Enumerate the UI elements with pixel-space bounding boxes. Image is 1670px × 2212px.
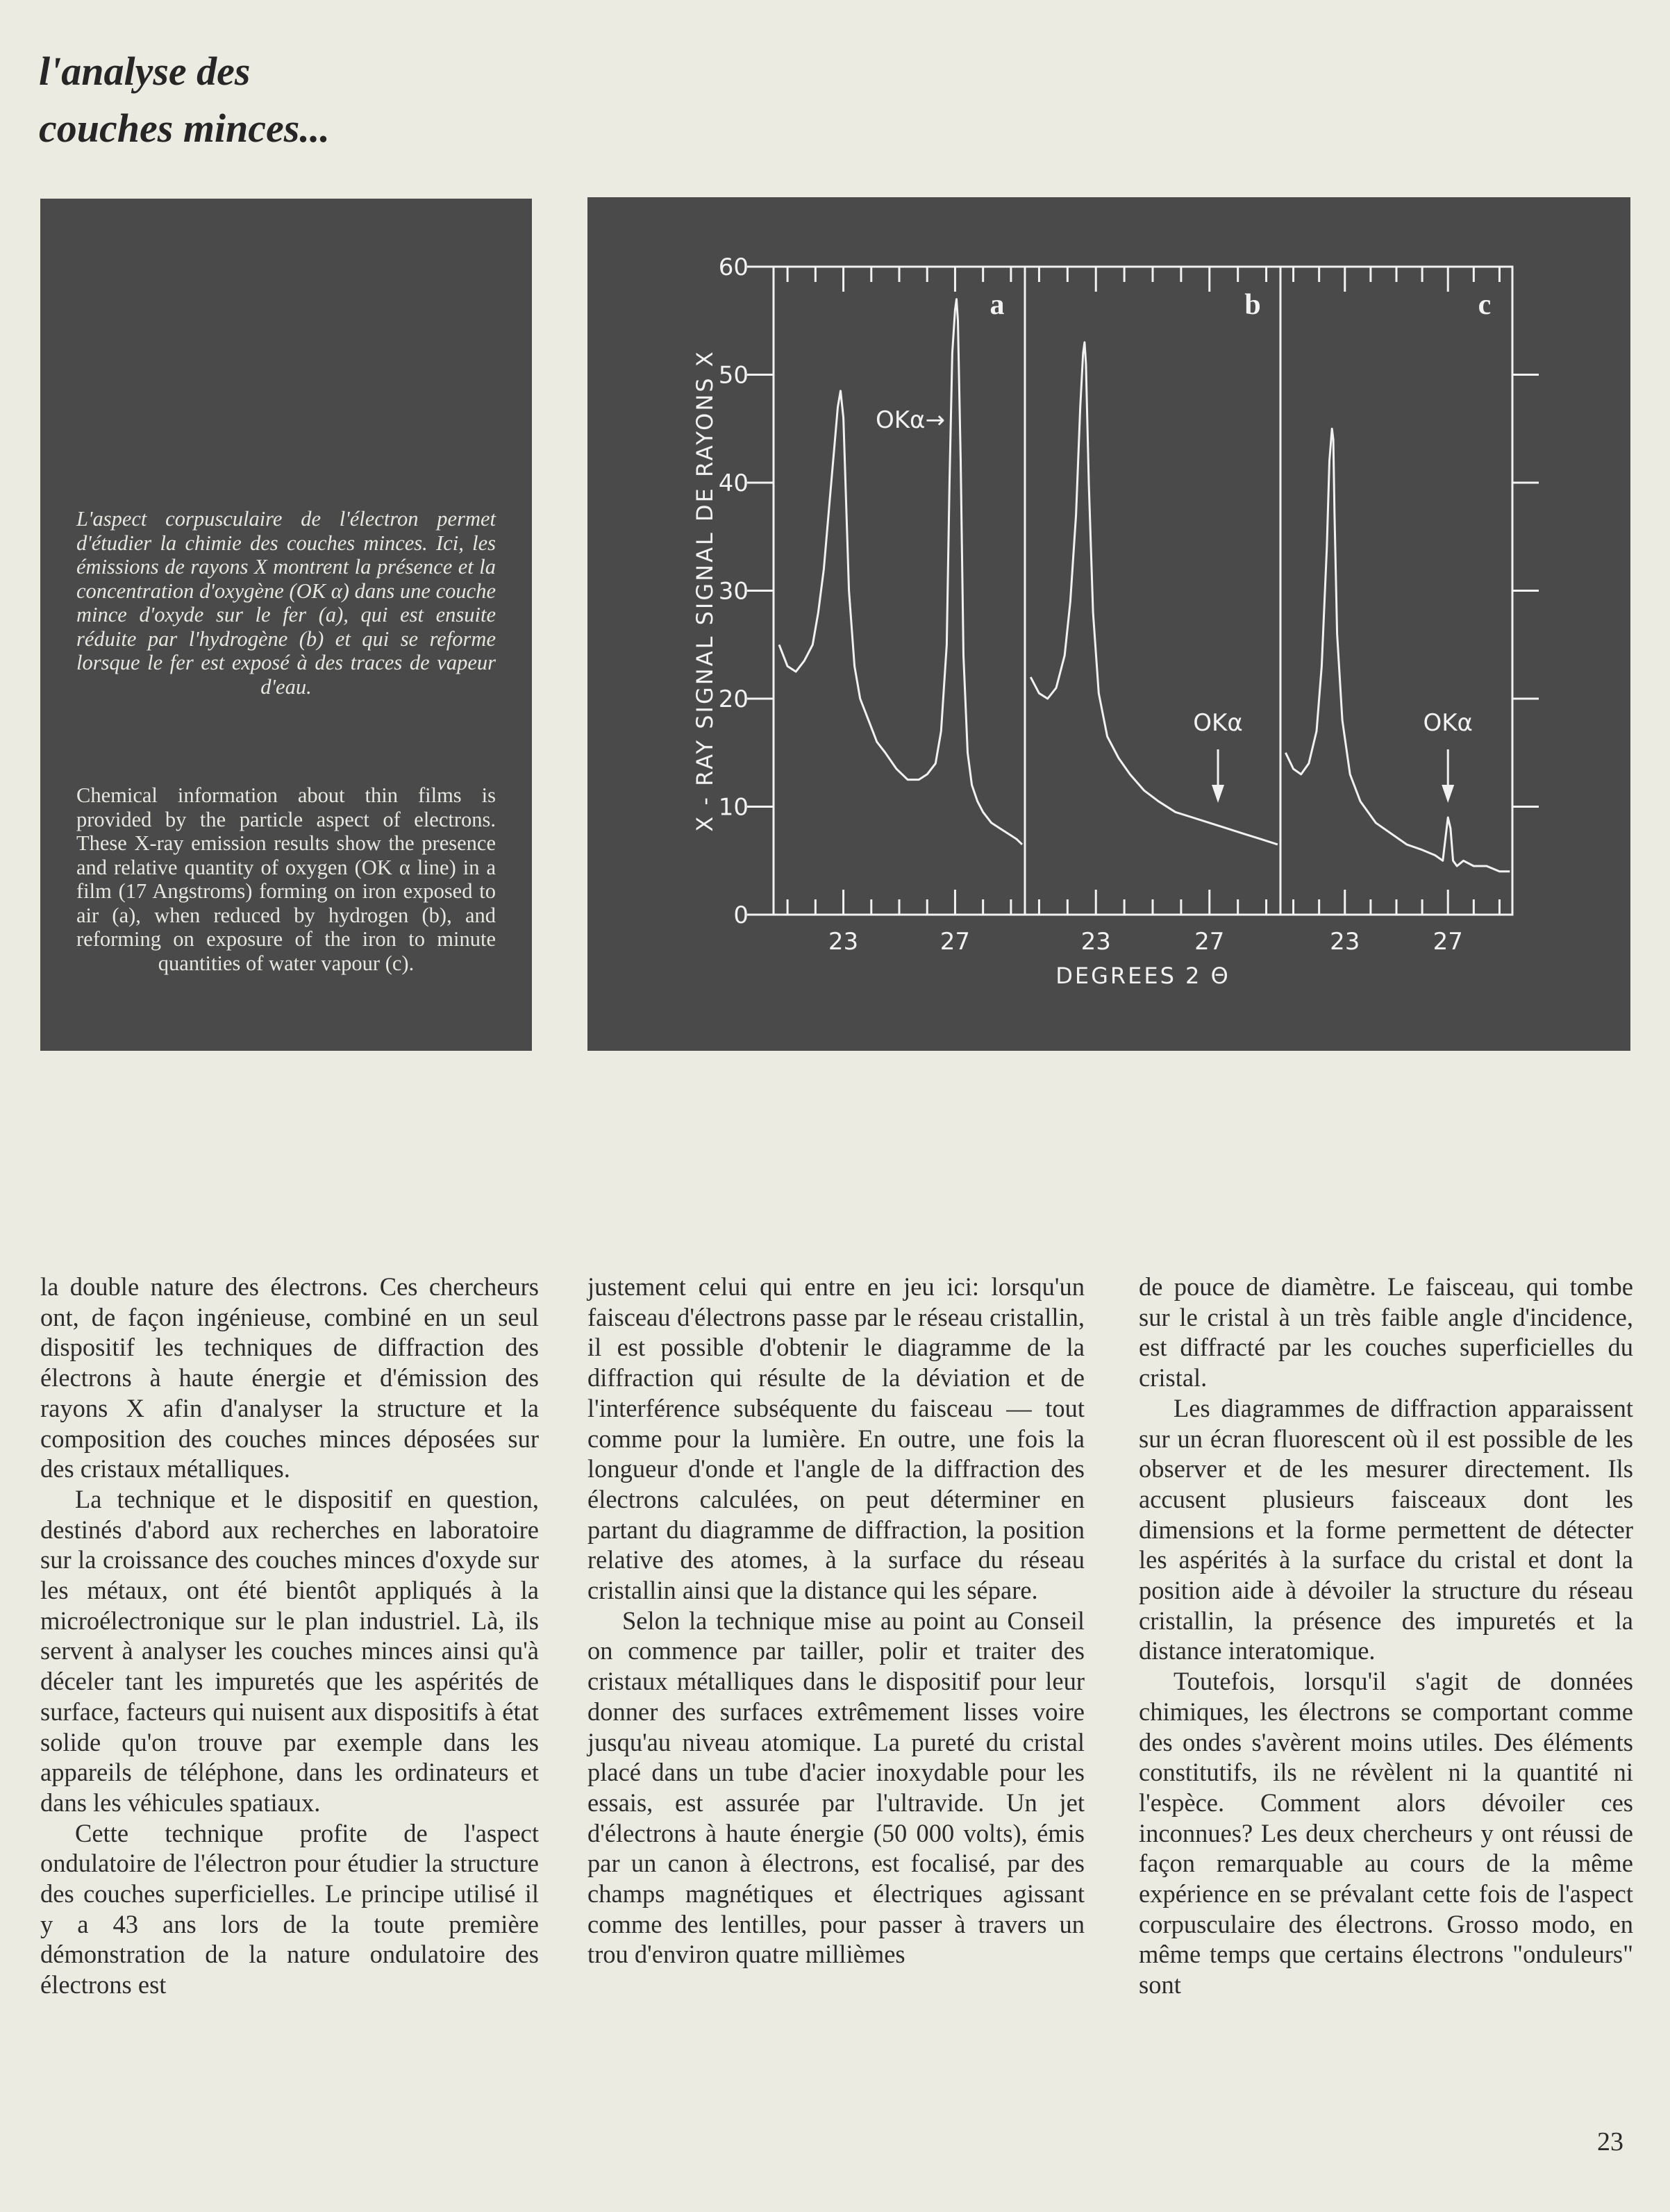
y-tick-label: 60 (718, 253, 749, 281)
caption-english: Chemical information about thin films is provided by the particle aspect of electrons. These X-ray emission results show the presence and relative quantity of oxygen (OK α line) in a film (17 Angstroms) forming on iron exposed to air (a), when reduced by hydrogen (b), and reforming on exposure of the iron to minute quantities of water vapour (c). (76, 783, 496, 975)
xray-figure (587, 197, 1630, 1051)
annotation-oka-a: OKα→ (876, 406, 945, 434)
arrow-head-c (1442, 785, 1454, 803)
y-tick-label: 20 (718, 685, 749, 713)
y-tick-label: 40 (718, 469, 749, 497)
body-column-1 (40, 1272, 539, 2000)
paragraph: Les diagrammes de diffraction apparaissent sur un écran fluorescent où il est possible de les observer et de les mesurer directement. Ils accusent plusieurs faisceaux dont les dimensions et la forme permettent de détecter les aspérités à la surface du cristal et dont la position aide à dévoiler la structure du réseau cristallin, la présence des impuretés et la distance interatomique. (1139, 1393, 1633, 1665)
y-tick-label: 30 (718, 577, 749, 606)
xray-emission-chart (587, 197, 1630, 1051)
x-tick-label: 23 (828, 928, 859, 956)
heading-line-2: couches minces... (39, 106, 330, 151)
page-number: 23 (1597, 2127, 1623, 2156)
annotation-oka-b: OKα (1193, 709, 1243, 737)
series-line-a (779, 299, 1022, 845)
body-column-2 (587, 1272, 1085, 1970)
panel-label-a: a (990, 289, 1005, 321)
paragraph: justement celui qui entre en jeu ici: lorsqu'un faisceau d'électrons passe par le réseau cristallin, il est possible d'obtenir le diagramme de la diffraction qui résulte de la déviation et de l'interférence subséquente du faisceau — tout comme pour la lumière. En outre, une fois la longueur d'onde et l'angle de la diffraction des électrons calculées, on peut déterminer en partant du diagramme de diffraction, la position relative des atomes, à la surface du réseau cristallin ainsi que la distance qui les sépare. (587, 1272, 1085, 1605)
article-heading (39, 43, 330, 157)
body-column-3 (1139, 1272, 1633, 2000)
paragraph: de pouce de diamètre. Le faisceau, qui tombe sur le cristal à un très faible angle d'incidence, est diffracté par les couches superficielles du cristal. (1139, 1272, 1633, 1392)
panel-label-b: b (1244, 289, 1261, 321)
panel-label-c: c (1478, 289, 1492, 321)
caption-french: L'aspect corpusculaire de l'électron permet d'étudier la chimie des couches minces. Ici, les émissions de rayons X montrent la présence et la concentration d'oxygène (OK α) dans une couche mince d'oxyde sur le fer (a), qui est ensuite réduite par l'hydrogène (b) et qui se reforme lorsque le fer est exposé à des traces de vapeur d'eau. (76, 507, 496, 699)
paragraph: Selon la technique mise au point au Conseil on commence par tailler, polir et traiter des cristaux métalliques dans le dispositif pour leur donner des surfaces extrêmement lisses voire jusqu'au niveau atomique. La pureté du cristal placé dans un tube d'acier inoxydable pour les essais, est assurée par l'ultravide. Un jet d'électrons à haute énergie (50 000 volts), émis par un canon à électrons, est focalisé, par des champs magnétiques et électriques agissant comme des lentilles, pour passer à travers un trou d'environ quatre millièmes (587, 1606, 1085, 1969)
series-line-c (1285, 429, 1510, 872)
annotation-oka-c: OKα (1423, 709, 1473, 737)
x-tick-label: 23 (1080, 928, 1111, 956)
plot-frame (774, 267, 1512, 915)
heading-line-1: l'analyse des (39, 49, 251, 94)
x-tick-label: 27 (940, 928, 971, 956)
caption-box (40, 199, 532, 1051)
x-tick-label: 23 (1330, 928, 1360, 956)
arrow-head-b (1212, 785, 1224, 803)
series-line-b (1030, 342, 1278, 845)
x-axis-label: DEGREES 2 Θ (1055, 963, 1230, 989)
y-axis-label: X - RAY SIGNAL SIGNAL DE RAYONS X (692, 349, 718, 832)
y-tick-label: 50 (718, 361, 749, 390)
y-tick-label: 0 (733, 901, 749, 929)
x-tick-label: 27 (1433, 928, 1463, 956)
paragraph: Cette technique profite de l'aspect ondulatoire de l'électron pour étudier la structure des couches superficielles. Le principe utilisé il y a 43 ans lors de la toute première démonstration de la nature ondulatoire des électrons est (40, 1818, 539, 1999)
x-tick-label: 27 (1194, 928, 1225, 956)
paragraph: la double nature des électrons. Ces chercheurs ont, de façon ingénieuse, combiné en un seul dispositif les techniques de diffraction des électrons à haute énergie et d'émission des rayons X afin d'analyser la structure et la composition des couches minces déposées sur des cristaux métalliques. (40, 1272, 539, 1483)
y-tick-label: 10 (718, 793, 749, 822)
paragraph: La technique et le dispositif en question, destinés d'abord aux recherches en laboratoire sur la croissance des couches minces d'oxyde sur les métaux, ont été bientôt appliqués à la microélectronique sur le plan industriel. Là, ils servent à analyser les couches minces ainsi qu'à déceler tant les impuretés que les aspérités de surface, facteurs qui nuisent aux dispositifs à état solide qu'on trouve par exemple dans les appareils de téléphone, dans les ordinateurs et dans les véhicules spatiaux. (40, 1484, 539, 1817)
paragraph: Toutefois, lorsqu'il s'agit de données chimiques, les électrons se comportant comme des ondes s'avèrent moins utiles. Des éléments constitutifs, ils ne révèlent ni la quantité ni l'espèce. Comment alors dévoiler ces inconnues? Les deux chercheurs y ont réussi de façon remarquable au cours de la même expérience en se prévalant cette fois de l'aspect corpusculaire des électrons. Grosso modo, en même temps que certains électrons "onduleurs" sont (1139, 1667, 1633, 1999)
